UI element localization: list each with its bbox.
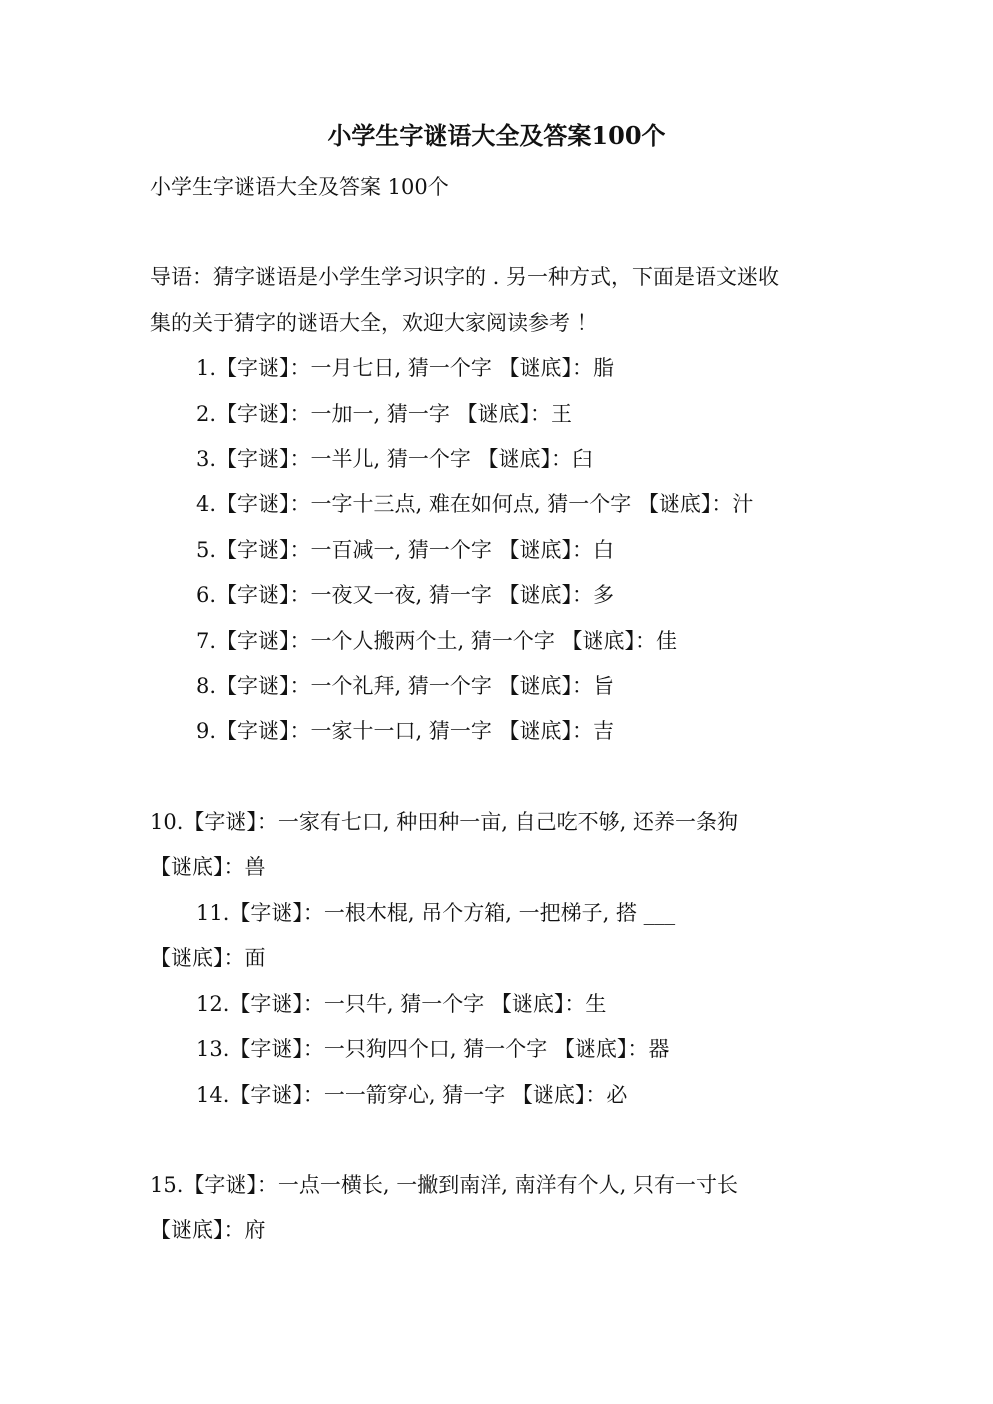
document-title: 小学生字谜语大全及答案100个 xyxy=(327,121,666,150)
riddle-answer: 【谜底】：府 xyxy=(150,1218,266,1242)
riddle-item: 5.【字谜】：一百减一, 猜一个字 【谜底】：白 xyxy=(196,538,615,562)
riddle-item: 11.【字谜】：一根木棍, 吊个方箱, 一把梯子, 搭 ___ xyxy=(196,901,676,925)
riddle-answer: 【谜底】：兽 xyxy=(150,855,266,879)
riddle-item: 7.【字谜】：一个人搬两个土, 猜一个字 【谜底】：佳 xyxy=(196,629,678,653)
intro-paragraph-line-1: 导语：猜字谜语是小学生学习识字的 . 另一种方式，下面是语文迷收 xyxy=(150,265,780,289)
riddle-item: 13.【字谜】：一只狗四个口, 猜一个字 【谜底】：器 xyxy=(196,1037,670,1061)
riddle-item: 4.【字谜】：一字十三点, 难在如何点, 猜一个字 【谜底】：汁 xyxy=(196,492,754,516)
riddle-item: 15.【字谜】：一点一横长, 一撇到南洋, 南洋有个人, 只有一寸长 xyxy=(150,1173,738,1197)
intro-paragraph-line-2: 集的关于猜字的谜语大全，欢迎大家阅读参考 ！ xyxy=(150,311,598,335)
riddle-item: 14.【字谜】：一一箭穿心, 猜一字 【谜底】：必 xyxy=(196,1083,628,1107)
riddle-item: 12.【字谜】：一只牛, 猜一个字 【谜底】：生 xyxy=(196,992,607,1016)
riddle-item: 9.【字谜】：一家十一口, 猜一字 【谜底】：吉 xyxy=(196,719,615,743)
riddle-item: 1.【字谜】：一月七日, 猜一个字 【谜底】：脂 xyxy=(196,356,615,380)
riddle-item: 3.【字谜】：一半儿, 猜一个字 【谜底】：臼 xyxy=(196,447,594,471)
riddle-item: 10.【字谜】：一家有七口, 种田种一亩, 自己吃不够, 还养一条狗 xyxy=(150,810,738,834)
riddle-answer: 【谜底】：面 xyxy=(150,946,266,970)
document-subtitle: 小学生字谜语大全及答案 100个 xyxy=(150,175,449,199)
riddle-item: 2.【字谜】：一加一, 猜一字 【谜底】：王 xyxy=(196,402,573,426)
riddle-item: 6.【字谜】：一夜又一夜, 猜一字 【谜底】：多 xyxy=(196,583,615,607)
riddle-item: 8.【字谜】：一个礼拜, 猜一个字 【谜底】：旨 xyxy=(196,674,615,698)
